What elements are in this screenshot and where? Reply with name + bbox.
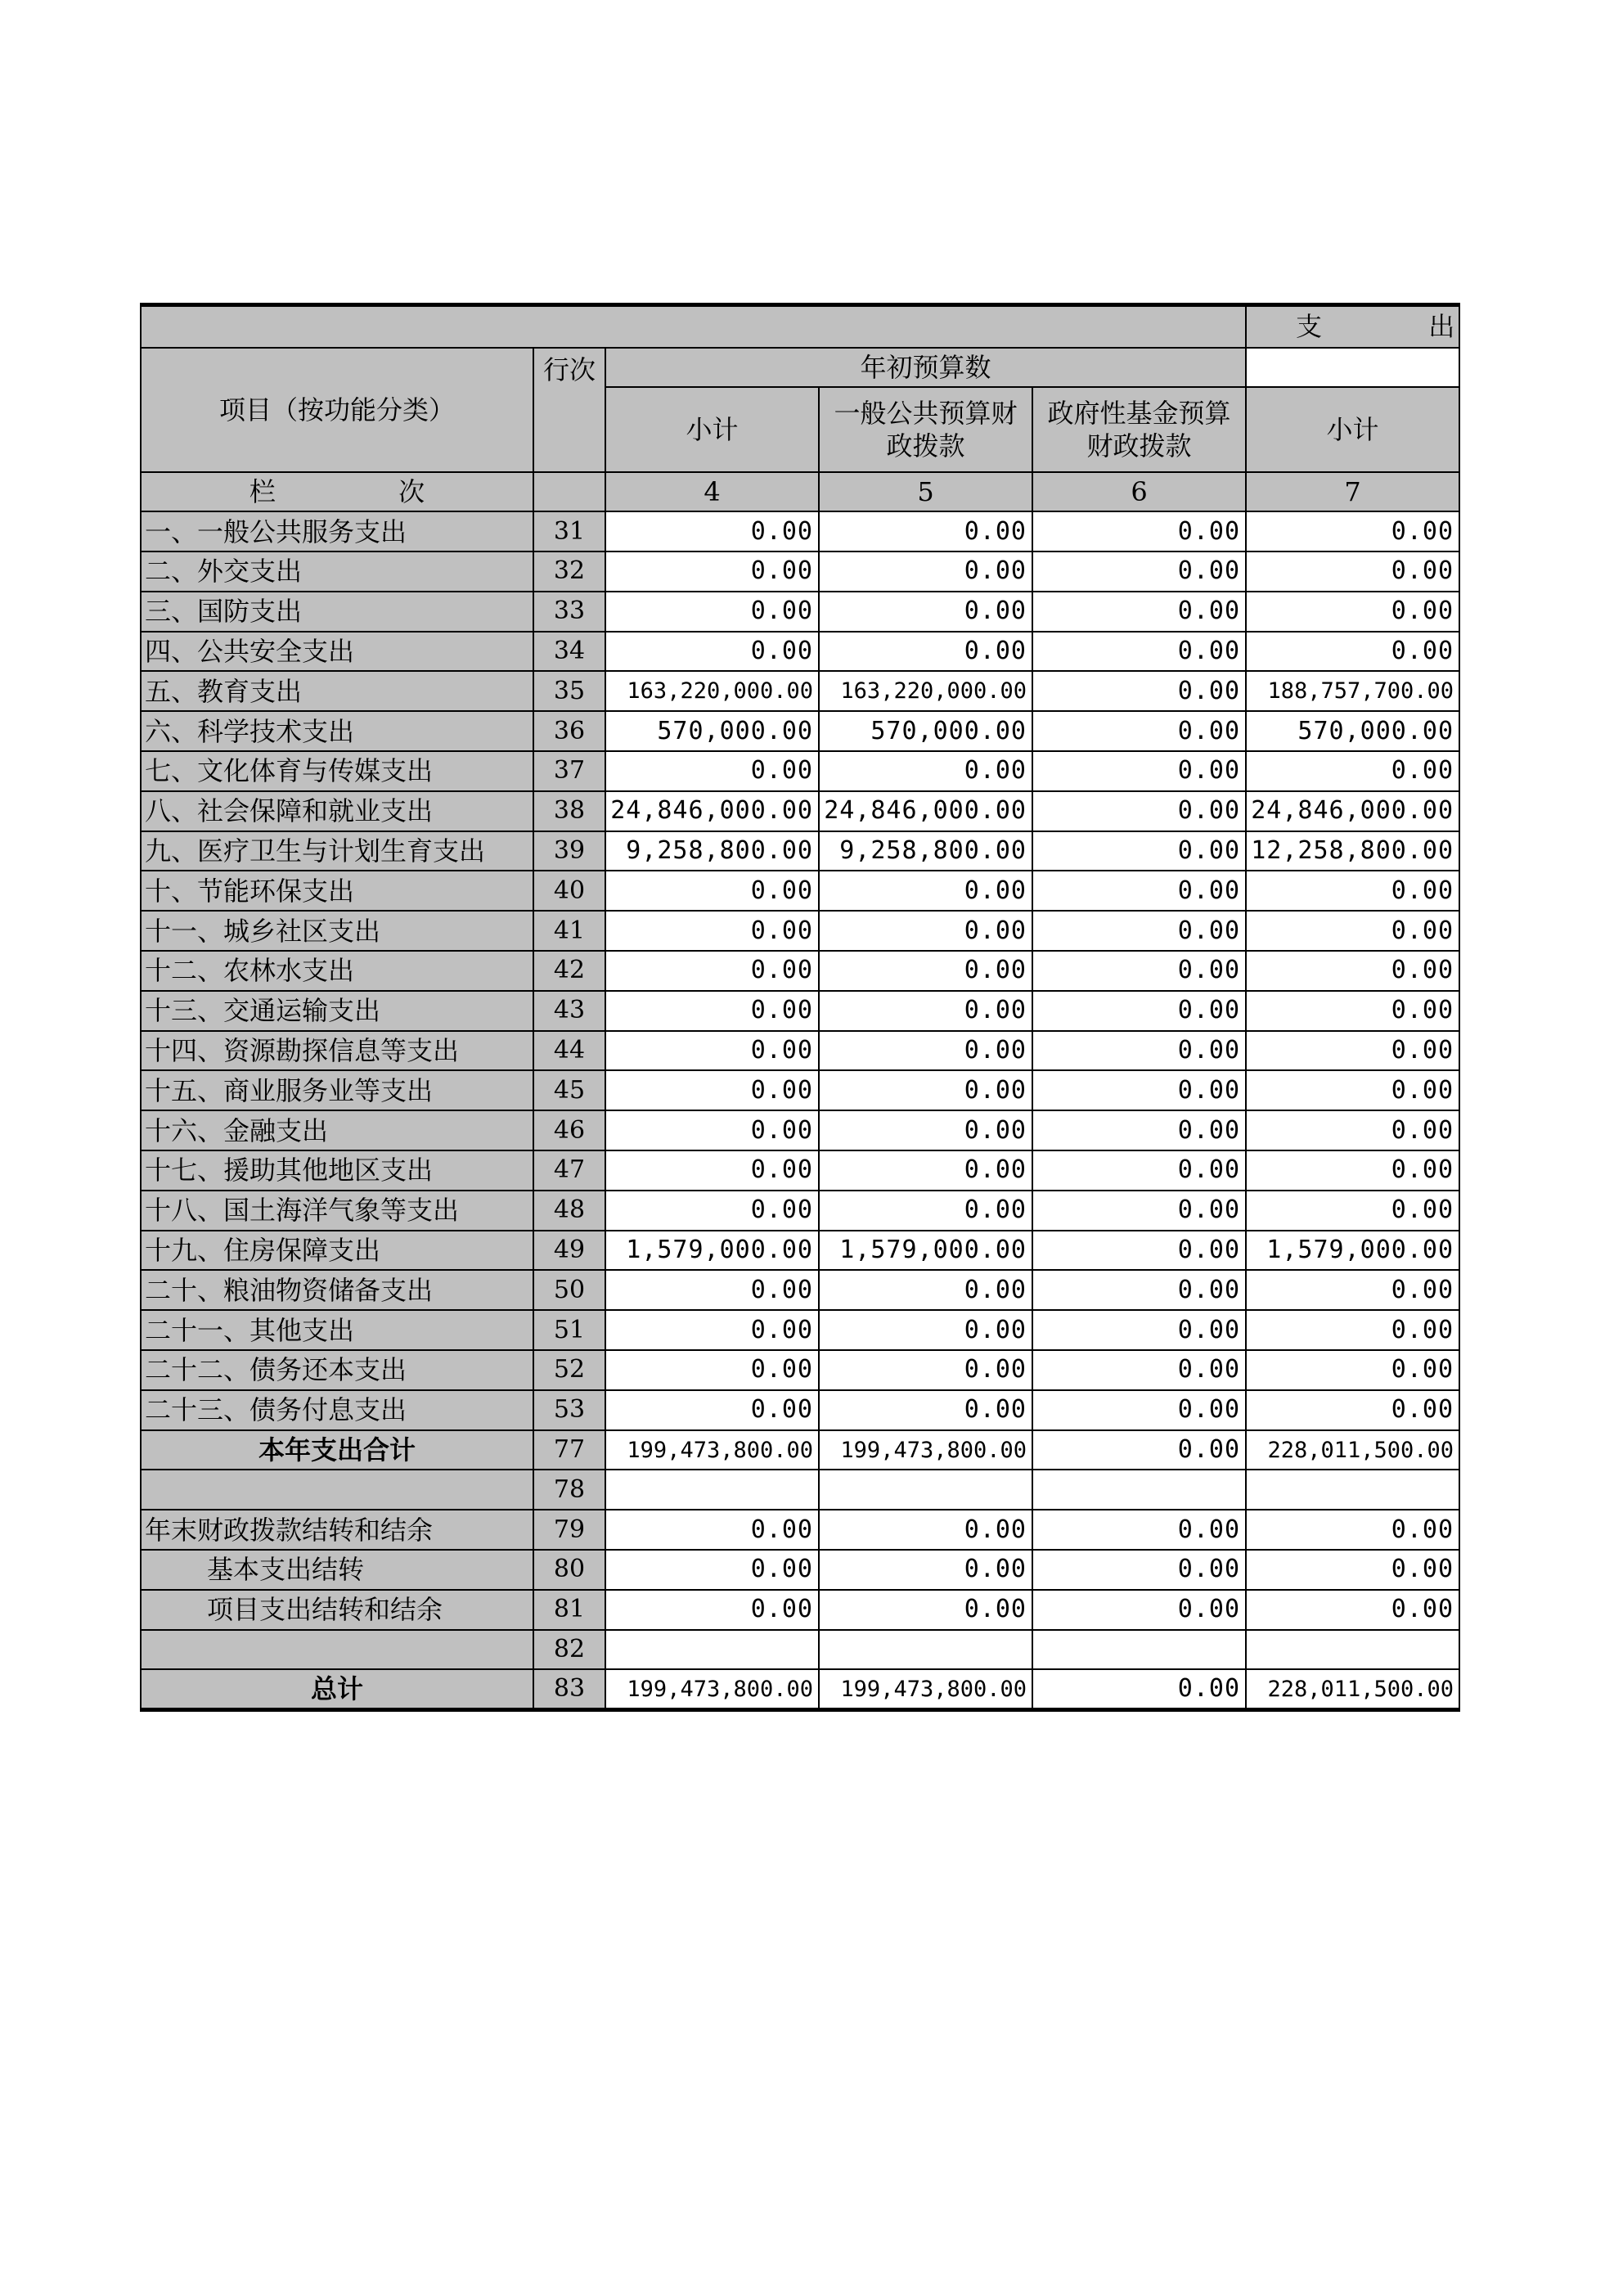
row-number: 46	[533, 1110, 605, 1150]
row-number: 36	[533, 711, 605, 751]
row-number: 80	[533, 1550, 605, 1590]
row-number: 45	[533, 1070, 605, 1110]
value-cell: 0.00	[605, 511, 819, 551]
value-cell: 0.00	[605, 1590, 819, 1630]
row-label: 十三、交通运输支出	[141, 991, 533, 1031]
table-row	[141, 511, 1459, 551]
value-cell: 0.00	[1032, 751, 1246, 791]
header-band-row	[141, 305, 1459, 348]
value-cell: 163,220,000.00	[605, 671, 819, 711]
row-label: 十七、援助其他地区支出	[141, 1150, 533, 1191]
col-row-label-text: 栏 次	[249, 475, 483, 507]
value-cell: 0.00	[1032, 991, 1246, 1031]
row-number: 50	[533, 1270, 605, 1310]
value-cell: 0.00	[605, 1510, 819, 1550]
value-cell: 24,846,000.00	[1246, 791, 1459, 831]
header-band-blank	[141, 305, 1246, 348]
band-title-text: 支 出	[1296, 311, 1504, 343]
table-row	[141, 592, 1459, 632]
value-cell: 0.00	[1032, 1110, 1246, 1150]
value-cell: 0.00	[605, 1350, 819, 1390]
value-cell: 0.00	[1032, 1350, 1246, 1390]
carryover-row	[141, 1510, 1459, 1550]
empty-cell	[1032, 1630, 1246, 1670]
value-cell: 0.00	[1032, 632, 1246, 672]
row-label	[141, 1630, 533, 1670]
row-number: 38	[533, 791, 605, 831]
value-cell: 0.00	[1032, 1550, 1246, 1590]
row-number: 79	[533, 1510, 605, 1550]
value-cell: 199,473,800.00	[605, 1430, 819, 1470]
value-cell: 0.00	[1246, 1550, 1459, 1590]
row-number: 53	[533, 1390, 605, 1430]
sub-header-total2: 小计	[1246, 387, 1459, 472]
value-cell: 0.00	[605, 1070, 819, 1110]
row-number: 48	[533, 1191, 605, 1231]
value-cell: 0.00	[1246, 1350, 1459, 1390]
row-label: 十八、国土海洋气象等支出	[141, 1191, 533, 1231]
value-cell: 570,000.00	[1246, 711, 1459, 751]
value-cell: 9,258,800.00	[605, 831, 819, 871]
value-cell: 0.00	[819, 1270, 1032, 1310]
row-number: 39	[533, 831, 605, 871]
blank-row	[141, 1630, 1459, 1670]
table-row	[141, 1191, 1459, 1231]
table-row	[141, 871, 1459, 911]
row-number: 42	[533, 951, 605, 991]
row-number: 43	[533, 991, 605, 1031]
table-row	[141, 951, 1459, 991]
value-cell: 0.00	[1032, 1390, 1246, 1430]
table-row	[141, 551, 1459, 592]
row-label: 一、一般公共服务支出	[141, 511, 533, 551]
group-header-blank	[1246, 348, 1459, 387]
row-number: 81	[533, 1590, 605, 1630]
value-cell: 0.00	[1032, 831, 1246, 871]
table-row	[141, 1231, 1459, 1271]
col-row-label	[141, 472, 533, 512]
col-number-7: 7	[1246, 472, 1459, 512]
col-number-blank	[533, 472, 605, 512]
table-row	[141, 1110, 1459, 1150]
table-row	[141, 1070, 1459, 1110]
value-cell: 0.00	[819, 592, 1032, 632]
value-cell: 0.00	[1246, 751, 1459, 791]
table-row	[141, 1031, 1459, 1071]
value-cell: 0.00	[605, 1191, 819, 1231]
value-cell: 24,846,000.00	[819, 791, 1032, 831]
table-row	[141, 1150, 1459, 1191]
value-cell: 0.00	[1032, 1150, 1246, 1191]
value-cell: 0.00	[605, 991, 819, 1031]
row-label: 二十二、债务还本支出	[141, 1350, 533, 1390]
row-number: 77	[533, 1430, 605, 1470]
value-cell: 0.00	[1032, 1231, 1246, 1271]
value-cell: 0.00	[819, 511, 1032, 551]
value-cell: 570,000.00	[605, 711, 819, 751]
col-number-5: 5	[819, 472, 1032, 512]
value-cell: 0.00	[819, 1031, 1032, 1071]
value-cell: 0.00	[1032, 1191, 1246, 1231]
row-number: 49	[533, 1231, 605, 1271]
value-cell: 0.00	[819, 1310, 1032, 1350]
value-cell: 1,579,000.00	[605, 1231, 819, 1271]
value-cell: 0.00	[1246, 1270, 1459, 1310]
value-cell: 0.00	[1246, 991, 1459, 1031]
row-label: 十四、资源勘探信息等支出	[141, 1031, 533, 1071]
row-label: 八、社会保障和就业支出	[141, 791, 533, 831]
table-row	[141, 632, 1459, 672]
value-cell: 0.00	[1246, 632, 1459, 672]
value-cell: 199,473,800.00	[605, 1669, 819, 1709]
value-cell: 0.00	[1032, 1031, 1246, 1071]
value-cell: 0.00	[1032, 592, 1246, 632]
value-cell: 0.00	[1032, 911, 1246, 951]
row-number: 33	[533, 592, 605, 632]
value-cell: 0.00	[819, 1191, 1032, 1231]
row-label: 五、教育支出	[141, 671, 533, 711]
col-number-4: 4	[605, 472, 819, 512]
row-label: 十六、金融支出	[141, 1110, 533, 1150]
value-cell: 0.00	[1246, 1150, 1459, 1191]
row-number: 51	[533, 1310, 605, 1350]
row-number: 32	[533, 551, 605, 592]
value-cell: 0.00	[605, 951, 819, 991]
project-carryover-row	[141, 1590, 1459, 1630]
value-cell: 0.00	[605, 1270, 819, 1310]
basic-carryover-row	[141, 1550, 1459, 1590]
row-number: 78	[533, 1470, 605, 1510]
row-label: 本年支出合计	[141, 1430, 533, 1470]
value-cell: 0.00	[1032, 951, 1246, 991]
row-number: 31	[533, 511, 605, 551]
column-number-row	[141, 472, 1459, 512]
value-cell: 0.00	[819, 551, 1032, 592]
row-label: 十一、城乡社区支出	[141, 911, 533, 951]
value-cell: 0.00	[1246, 592, 1459, 632]
table-row	[141, 751, 1459, 791]
empty-cell	[819, 1630, 1032, 1670]
value-cell: 0.00	[605, 1110, 819, 1150]
value-cell: 0.00	[1032, 1590, 1246, 1630]
value-cell: 0.00	[1246, 911, 1459, 951]
row-label: 七、文化体育与传媒支出	[141, 751, 533, 791]
empty-cell	[1246, 1470, 1459, 1510]
value-cell: 0.00	[819, 1390, 1032, 1430]
empty-cell	[819, 1470, 1032, 1510]
sub-header-fund: 政府性基金预算财政拨款	[1032, 387, 1246, 472]
empty-cell	[1032, 1470, 1246, 1510]
row-label: 十二、农林水支出	[141, 951, 533, 991]
value-cell: 228,011,500.00	[1246, 1430, 1459, 1470]
value-cell: 0.00	[605, 551, 819, 592]
empty-cell	[605, 1470, 819, 1510]
value-cell: 0.00	[1032, 871, 1246, 911]
row-number: 47	[533, 1150, 605, 1191]
value-cell: 0.00	[1032, 711, 1246, 751]
value-cell: 0.00	[819, 632, 1032, 672]
value-cell: 0.00	[819, 951, 1032, 991]
value-cell: 0.00	[819, 1510, 1032, 1550]
expenditure-table	[140, 303, 1504, 1712]
table-row	[141, 1310, 1459, 1350]
year-total-row	[141, 1430, 1459, 1470]
value-cell: 228,011,500.00	[1246, 1669, 1459, 1709]
value-cell: 0.00	[605, 1390, 819, 1430]
value-cell: 0.00	[1246, 951, 1459, 991]
value-cell: 0.00	[819, 911, 1032, 951]
value-cell: 0.00	[1032, 1070, 1246, 1110]
row-number: 41	[533, 911, 605, 951]
row-label: 二、外交支出	[141, 551, 533, 592]
row-number: 35	[533, 671, 605, 711]
empty-cell	[605, 1630, 819, 1670]
value-cell: 0.00	[1032, 1270, 1246, 1310]
sub-header-general: 一般公共预算财政拨款	[819, 387, 1032, 472]
value-cell: 0.00	[1246, 1590, 1459, 1630]
value-cell: 0.00	[819, 871, 1032, 911]
row-label: 三、国防支出	[141, 592, 533, 632]
row-number: 44	[533, 1031, 605, 1071]
value-cell: 0.00	[1032, 1430, 1246, 1470]
row-number: 37	[533, 751, 605, 791]
value-cell: 0.00	[1032, 551, 1246, 592]
table-row	[141, 791, 1459, 831]
value-cell: 163,220,000.00	[819, 671, 1032, 711]
col-number-6: 6	[1032, 472, 1246, 512]
value-cell: 0.00	[1032, 791, 1246, 831]
table-row	[141, 711, 1459, 751]
row-number: 83	[533, 1669, 605, 1709]
value-cell: 0.00	[1032, 1310, 1246, 1350]
value-cell: 199,473,800.00	[819, 1430, 1032, 1470]
value-cell: 24,846,000.00	[605, 791, 819, 831]
row-label: 九、医疗卫生与计划生育支出	[141, 831, 533, 871]
value-cell: 0.00	[605, 1550, 819, 1590]
group-header-budget: 年初预算数	[605, 348, 1246, 387]
value-cell: 0.00	[1246, 1070, 1459, 1110]
value-cell: 12,258,800.00	[1246, 831, 1459, 871]
col-header-item: 项目（按功能分类）	[141, 348, 533, 472]
value-cell: 0.00	[605, 632, 819, 672]
row-label: 六、科学技术支出	[141, 711, 533, 751]
value-cell: 570,000.00	[819, 711, 1032, 751]
row-label: 四、公共安全支出	[141, 632, 533, 672]
sub-header-total: 小计	[605, 387, 819, 472]
value-cell: 0.00	[1032, 1669, 1246, 1709]
value-cell: 0.00	[1246, 1510, 1459, 1550]
row-label: 基本支出结转	[141, 1550, 533, 1590]
blank-row	[141, 1470, 1459, 1510]
value-cell: 0.00	[605, 911, 819, 951]
value-cell: 0.00	[1246, 871, 1459, 911]
value-cell: 0.00	[819, 1350, 1032, 1390]
table-row	[141, 991, 1459, 1031]
value-cell: 0.00	[605, 1150, 819, 1191]
value-cell: 0.00	[605, 1031, 819, 1071]
row-label: 二十一、其他支出	[141, 1310, 533, 1350]
table-row	[141, 1350, 1459, 1390]
value-cell: 0.00	[1246, 1191, 1459, 1231]
col-header-rowno: 行次	[533, 348, 605, 472]
row-label: 二十三、债务付息支出	[141, 1390, 533, 1430]
row-label: 项目支出结转和结余	[141, 1590, 533, 1630]
value-cell: 0.00	[605, 1310, 819, 1350]
value-cell: 0.00	[1032, 511, 1246, 551]
value-cell: 0.00	[1032, 671, 1246, 711]
table-row	[141, 671, 1459, 711]
row-label: 十五、商业服务业等支出	[141, 1070, 533, 1110]
row-label: 十九、住房保障支出	[141, 1231, 533, 1271]
row-label	[141, 1470, 533, 1510]
band-title	[1246, 305, 1504, 348]
value-cell: 0.00	[819, 991, 1032, 1031]
row-label: 十、节能环保支出	[141, 871, 533, 911]
value-cell: 199,473,800.00	[819, 1669, 1032, 1709]
header-row-1	[141, 348, 1459, 387]
grand-total-row	[141, 1669, 1459, 1709]
value-cell: 0.00	[1032, 1510, 1246, 1550]
value-cell: 9,258,800.00	[819, 831, 1032, 871]
value-cell: 0.00	[1246, 1110, 1459, 1150]
table-row	[141, 1270, 1459, 1310]
value-cell: 0.00	[605, 592, 819, 632]
row-label: 二十、粮油物资储备支出	[141, 1270, 533, 1310]
value-cell: 1,579,000.00	[1246, 1231, 1459, 1271]
row-number: 82	[533, 1630, 605, 1670]
row-number: 52	[533, 1350, 605, 1390]
value-cell: 0.00	[1246, 1310, 1459, 1350]
value-cell: 0.00	[819, 1110, 1032, 1150]
value-cell: 1,579,000.00	[819, 1231, 1032, 1271]
value-cell: 0.00	[819, 1590, 1032, 1630]
row-number: 34	[533, 632, 605, 672]
value-cell: 0.00	[1246, 1390, 1459, 1430]
empty-cell	[1246, 1630, 1459, 1670]
value-cell: 0.00	[1246, 511, 1459, 551]
value-cell: 0.00	[605, 751, 819, 791]
value-cell: 0.00	[605, 871, 819, 911]
value-cell: 0.00	[1246, 551, 1459, 592]
value-cell: 0.00	[819, 1070, 1032, 1110]
value-cell: 0.00	[819, 751, 1032, 791]
row-number: 40	[533, 871, 605, 911]
row-label: 年末财政拨款结转和结余	[141, 1510, 533, 1550]
row-label: 总计	[141, 1669, 533, 1709]
value-cell: 188,757,700.00	[1246, 671, 1459, 711]
value-cell: 0.00	[1246, 1031, 1459, 1071]
table-row	[141, 1390, 1459, 1430]
value-cell: 0.00	[819, 1150, 1032, 1191]
table-row	[141, 911, 1459, 951]
value-cell: 0.00	[819, 1550, 1032, 1590]
table-row	[141, 831, 1459, 871]
